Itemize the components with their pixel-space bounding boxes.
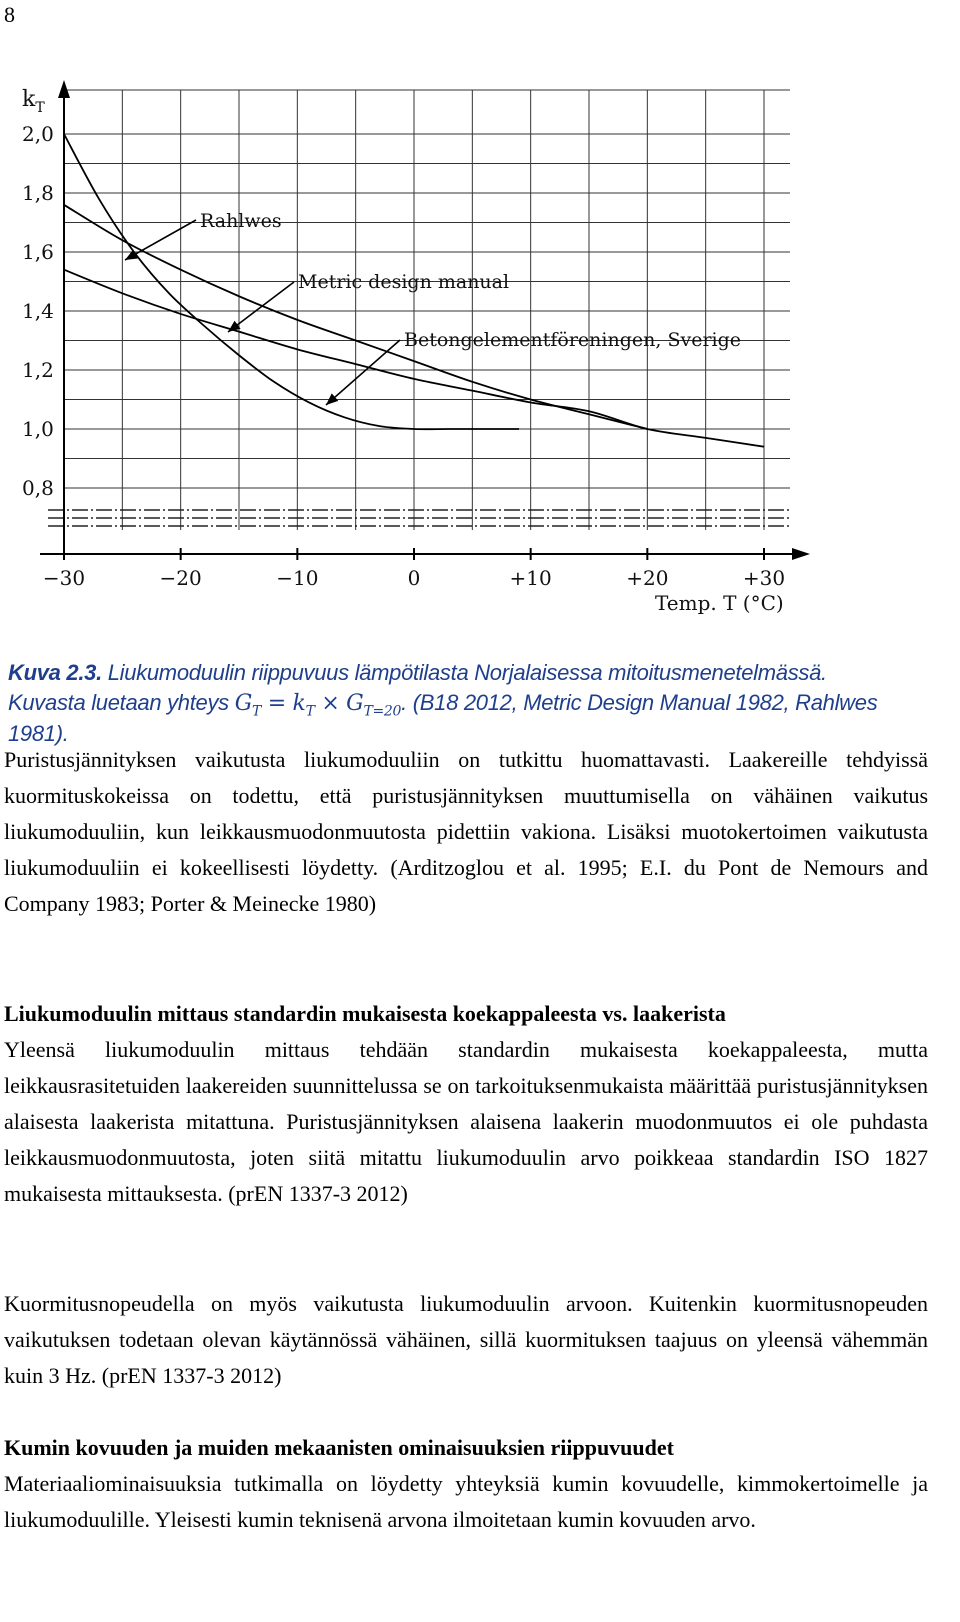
y-tick-label: 0,8: [22, 476, 54, 500]
annotation-label: Metric design manual: [298, 271, 510, 293]
y-axis-arrow: [58, 80, 70, 98]
annotation-leader: [228, 282, 294, 332]
y-tick-label: 1,0: [22, 417, 54, 441]
page-number: 8: [4, 2, 15, 27]
x-axis-arrow: [792, 548, 810, 560]
heading-kumin-kovuus: Kumin kovuuden ja muiden mekaanisten ominaisuuksien riippuvuudet: [4, 1435, 674, 1460]
paragraph-3: Kuormitusnopeudella on myös vaikutusta liukumoduulin arvoon. Kuitenkin kuormitusnopeuden vaikutuksen todetaan olevan käytännössä vähäinen, sillä kuormituksen taajuus on yleensä vähemmän kuin 3 Hz. (prEN 1337-3 2012): [4, 1291, 928, 1388]
y-tick-label: 1,6: [22, 240, 54, 264]
annotation-label: Rahlwes: [200, 210, 282, 232]
x-tick-label: −20: [159, 566, 202, 590]
body-section-2: [4, 996, 928, 1212]
annotation-leader: [125, 220, 196, 260]
y-tick-label: 2,0: [22, 122, 54, 146]
figure-caption: [8, 658, 908, 749]
body-section-4: [4, 1430, 928, 1538]
x-tick-label: −10: [276, 566, 319, 590]
x-tick-label: +30: [742, 566, 786, 590]
x-tick-label: +10: [509, 566, 552, 590]
body-section-1: [4, 742, 928, 922]
x-tick-label: −30: [42, 566, 86, 590]
paragraph-2: Yleensä liukumoduulin mittaus tehdään standardin mukaisesta koekappaleesta, mutta leikkausrasitetuiden laakereiden suunnittelussa se on tarkoituksenmukaista määrittää puristusjännityksen alaisesta laakerista mitattuna. Puristusjännityksen alaisena laakerin muodonmuutos ei ole puhdasta leikkausmuodonmuutosta, joten siitä mitattu liukumoduulin arvo poikkeaa standardin ISO 1827 mukaisesta mittauksesta. (prEN 1337-3 2012): [4, 1037, 928, 1206]
heading-liukumoduulin-mittaus: Liukumoduulin mittaus standardin mukaisesta koekappaleesta vs. laakerista: [4, 1001, 726, 1026]
x-axis-label: Temp. T (°C): [655, 591, 784, 615]
x-tick-label: 0: [407, 566, 421, 590]
y-tick-labels: [22, 122, 54, 500]
annotation-label: Betongelementföreningen, Sverige: [404, 329, 742, 351]
paragraph-4: Materiaaliominaisuuksia tutkimalla on löydetty yhteyksiä kumin kovuudelle, kimmokertoimelle ja liukumoduulille. Yleisesti kumin teknisenä arvona ilmoitetaan kumin kovuuden arvo.: [4, 1471, 928, 1532]
x-tick-label: +20: [626, 566, 669, 590]
chart-grid: [48, 90, 790, 530]
paragraph-1: Puristusjännityksen vaikutusta liukumoduuliin on tutkittu huomattavasti. Laakereille tehdyissä kuormituskokeissa on todettu, että puristusjännityksen muuttumisella on vähäinen vaikutus liukumoduuliin, kun leikkausmuodonmuutosta pidettiin vakiona. Lisäksi muotokertoimen vaikutusta liukumoduuliin ei kokeellisesti löydetty. (Arditzoglou et al. 1995; E.I. du Pont de Nemours and Company 1983; Porter & Meinecke 1980): [4, 747, 928, 916]
caption-text-2: . (B18 2012, Metric Design Manual 1982, Rahlwes 1981).: [8, 690, 878, 746]
caption-label: Kuva 2.3.: [8, 660, 102, 685]
chart-annotations: [125, 210, 741, 405]
temperature-factor-chart: [0, 70, 840, 630]
y-tick-label: 1,8: [22, 181, 54, 205]
caption-formula: $G_T = k_T \times G_{T=20}$: [234, 691, 402, 720]
y-axis-label: $k_T$: [22, 87, 45, 116]
y-tick-label: 1,2: [22, 358, 54, 382]
body-section-3: [4, 1286, 928, 1394]
caption-text-1: Liukumoduulin riippuvuus lämpötilasta Norjalaisessa mitoitusmenetelmässä. Kuvasta luetaan yhteys: [8, 660, 827, 715]
y-tick-label: 1,4: [22, 299, 54, 323]
